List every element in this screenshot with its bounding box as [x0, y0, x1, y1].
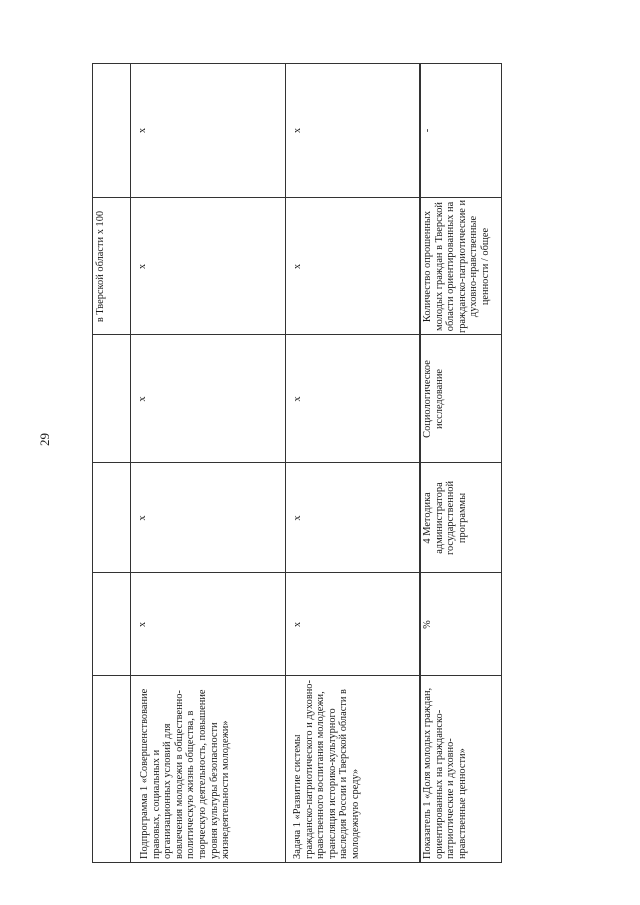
unit-cell: % — [422, 620, 433, 629]
value-cell: 4 Методика администратора государственной программы — [422, 480, 468, 556]
unit-cell: х — [292, 621, 303, 628]
formula-cell: х — [292, 263, 303, 270]
source-cell: Социологическое исследование — [422, 360, 445, 438]
value-cell: х — [292, 515, 303, 521]
note-cell: х — [292, 127, 303, 134]
table-row — [130, 63, 286, 863]
table-row — [285, 63, 416, 863]
row-name-cell: Подпрограмма 1 «Совершенствование правовых, социальных и организационных условий для вовлечения молодежи в общественно-политическую жизнь общества, в творческую деятельность, повышение уровня культуры безопасности жизнедеятельности молодежи» — [139, 688, 232, 859]
formula-cell: Количество опрошенных молодых граждан в Тверской области ориентированных на гражданско-патриотические и духовно-нравственные ценности / общее — [422, 199, 491, 334]
formula-cell: х — [137, 263, 148, 270]
row-name-cell: Показатель 1 «Доля молодых граждан, ориентированных на гражданско-патриотические и духовно-нравственные ценности» — [422, 687, 468, 859]
row3-border — [420, 63, 502, 863]
source-cell: х — [137, 396, 148, 402]
note-cell: - — [422, 128, 433, 133]
indicator-table — [92, 63, 420, 863]
header-cell-formula: в Тверской области х 100 — [95, 210, 106, 323]
unit-cell: х — [137, 621, 148, 628]
row-name-cell: Задача 1 «Развитие системы гражданско-патриотического и духовно-нравственного воспитания молодежи, трансляция историко-культурного наследия России и Тверской области в молодежную среду» — [292, 680, 361, 859]
source-cell: х — [292, 396, 303, 402]
table-header-row — [92, 63, 130, 863]
value-cell: х — [137, 515, 148, 521]
note-cell: х — [137, 127, 148, 134]
page-number: 29 — [37, 433, 52, 446]
